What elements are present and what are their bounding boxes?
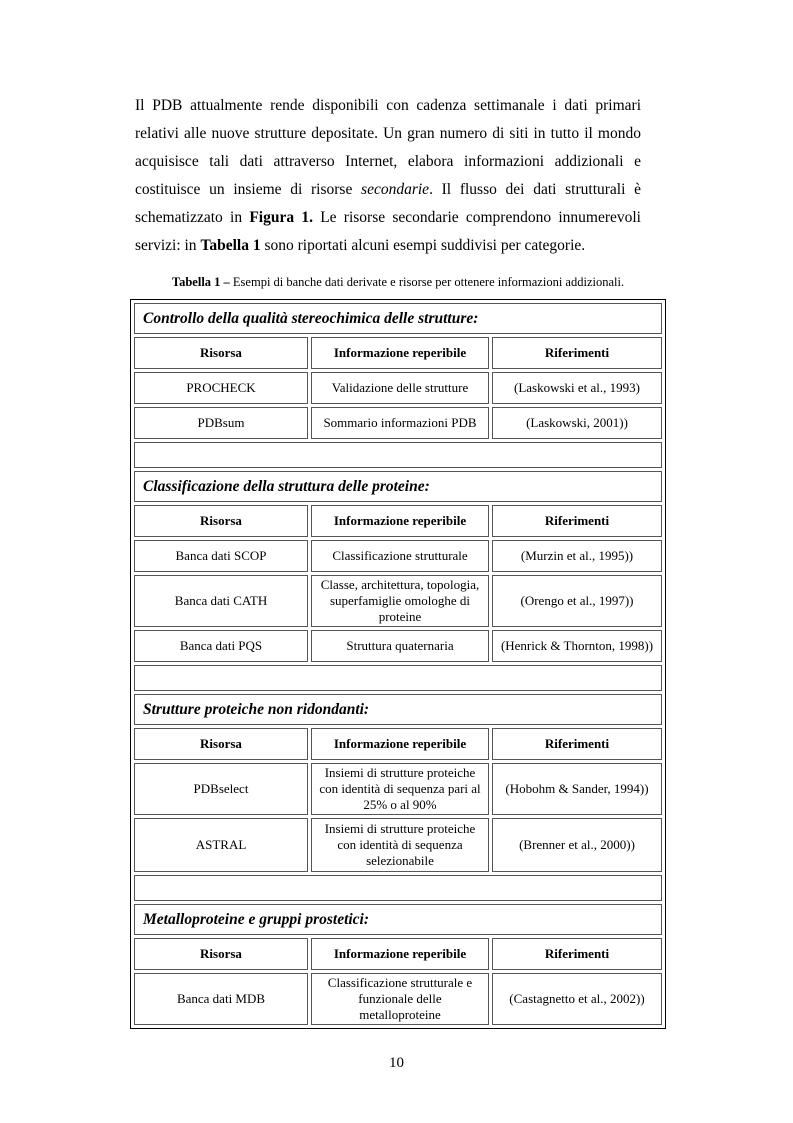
- caption-label: Tabella 1 –: [171, 275, 230, 289]
- cell-refs: (Hobohm & Sander, 1994)): [492, 763, 662, 815]
- section-spacer: [134, 665, 662, 691]
- table-row: [134, 818, 662, 872]
- cell-refs: (Laskowski et al., 1993): [492, 372, 662, 404]
- column-header-resource: Risorsa: [134, 505, 308, 537]
- cell-info: Validazione delle strutture: [311, 372, 489, 404]
- column-header-resource: Risorsa: [134, 938, 308, 970]
- page-number: 10: [389, 1055, 404, 1071]
- cell-info: Classe, architettura, topologia, superfamiglie omologhe di proteine: [311, 575, 489, 627]
- cell-resource: PDBsum: [134, 407, 308, 439]
- cell-resource: Banca dati CATH: [134, 575, 308, 627]
- table-row: [134, 372, 662, 404]
- cell-refs: (Murzin et al., 1995)): [492, 540, 662, 572]
- section-title: Controllo della qualità stereochimica delle strutture:: [134, 303, 662, 334]
- figure-reference: Figura 1.: [249, 209, 313, 226]
- caption-text: Esempi di banche dati derivate e risorse per ottenere informazioni addizionali.: [229, 275, 625, 289]
- table-row: [134, 575, 662, 627]
- cell-refs: (Castagnetto et al., 2002)): [492, 973, 662, 1025]
- column-header-refs: Riferimenti: [492, 337, 662, 369]
- section-spacer: [134, 442, 662, 468]
- section-title: Strutture proteiche non ridondanti:: [134, 694, 662, 725]
- section-title: Metalloproteine e gruppi prostetici:: [134, 904, 662, 935]
- cell-resource: ASTRAL: [134, 818, 308, 872]
- cell-info: Insiemi di strutture proteiche con identità di sequenza selezionabile: [311, 818, 489, 872]
- column-header-info: Informazione reperibile: [311, 505, 489, 537]
- column-header-refs: Riferimenti: [492, 938, 662, 970]
- table-row: [134, 973, 662, 1025]
- paragraph-text: Il PDB attualmente rende disponibili con cadenza settimanale i dati primari relativi alle nuove strutture depositate. Un gran numero di siti in tutto il mondo acquisisce tali dati attraverso Internet, elabora informazioni addizionali e costituisce un insieme di risorse: [135, 97, 641, 198]
- cell-refs: (Orengo et al., 1997)): [492, 575, 662, 627]
- section-title: Classificazione della struttura delle proteine:: [134, 471, 662, 502]
- table-row: [134, 407, 662, 439]
- cell-resource: PDBselect: [134, 763, 308, 815]
- column-header-info: Informazione reperibile: [311, 938, 489, 970]
- paragraph-text: . Il flusso dei dati strutturali è schematizzato in: [135, 181, 641, 226]
- cell-refs: (Laskowski, 2001)): [492, 407, 662, 439]
- cell-info: Sommario informazioni PDB: [311, 407, 489, 439]
- cell-info: Struttura quaternaria: [311, 630, 489, 662]
- table-row: [134, 540, 662, 572]
- resources-table: [130, 299, 666, 1029]
- column-header-info: Informazione reperibile: [311, 728, 489, 760]
- section-spacer: [134, 875, 662, 901]
- cell-info: Classificazione strutturale e funzionale delle metalloproteine: [311, 973, 489, 1025]
- cell-refs: (Brenner et al., 2000)): [492, 818, 662, 872]
- body-paragraph: [135, 92, 641, 260]
- column-header-resource: Risorsa: [134, 337, 308, 369]
- table-row: [134, 630, 662, 662]
- cell-refs: (Henrick & Thornton, 1998)): [492, 630, 662, 662]
- paragraph-italic-term: secondarie: [361, 181, 430, 198]
- cell-resource: Banca dati MDB: [134, 973, 308, 1025]
- table-caption: [130, 275, 666, 290]
- table-row: [134, 763, 662, 815]
- paragraph-text: sono riportati alcuni esempi suddivisi per categorie.: [260, 237, 586, 254]
- column-header-resource: Risorsa: [134, 728, 308, 760]
- cell-resource: Banca dati SCOP: [134, 540, 308, 572]
- cell-info: Insiemi di strutture proteiche con identità di sequenza pari al 25% o al 90%: [311, 763, 489, 815]
- table-reference: Tabella 1: [200, 237, 261, 254]
- column-header-refs: Riferimenti: [492, 505, 662, 537]
- column-header-refs: Riferimenti: [492, 728, 662, 760]
- cell-resource: Banca dati PQS: [134, 630, 308, 662]
- column-header-info: Informazione reperibile: [311, 337, 489, 369]
- paragraph-text: Le risorse secondarie comprendono innumerevoli servizi: in: [135, 209, 641, 254]
- cell-info: Classificazione strutturale: [311, 540, 489, 572]
- cell-resource: PROCHECK: [134, 372, 308, 404]
